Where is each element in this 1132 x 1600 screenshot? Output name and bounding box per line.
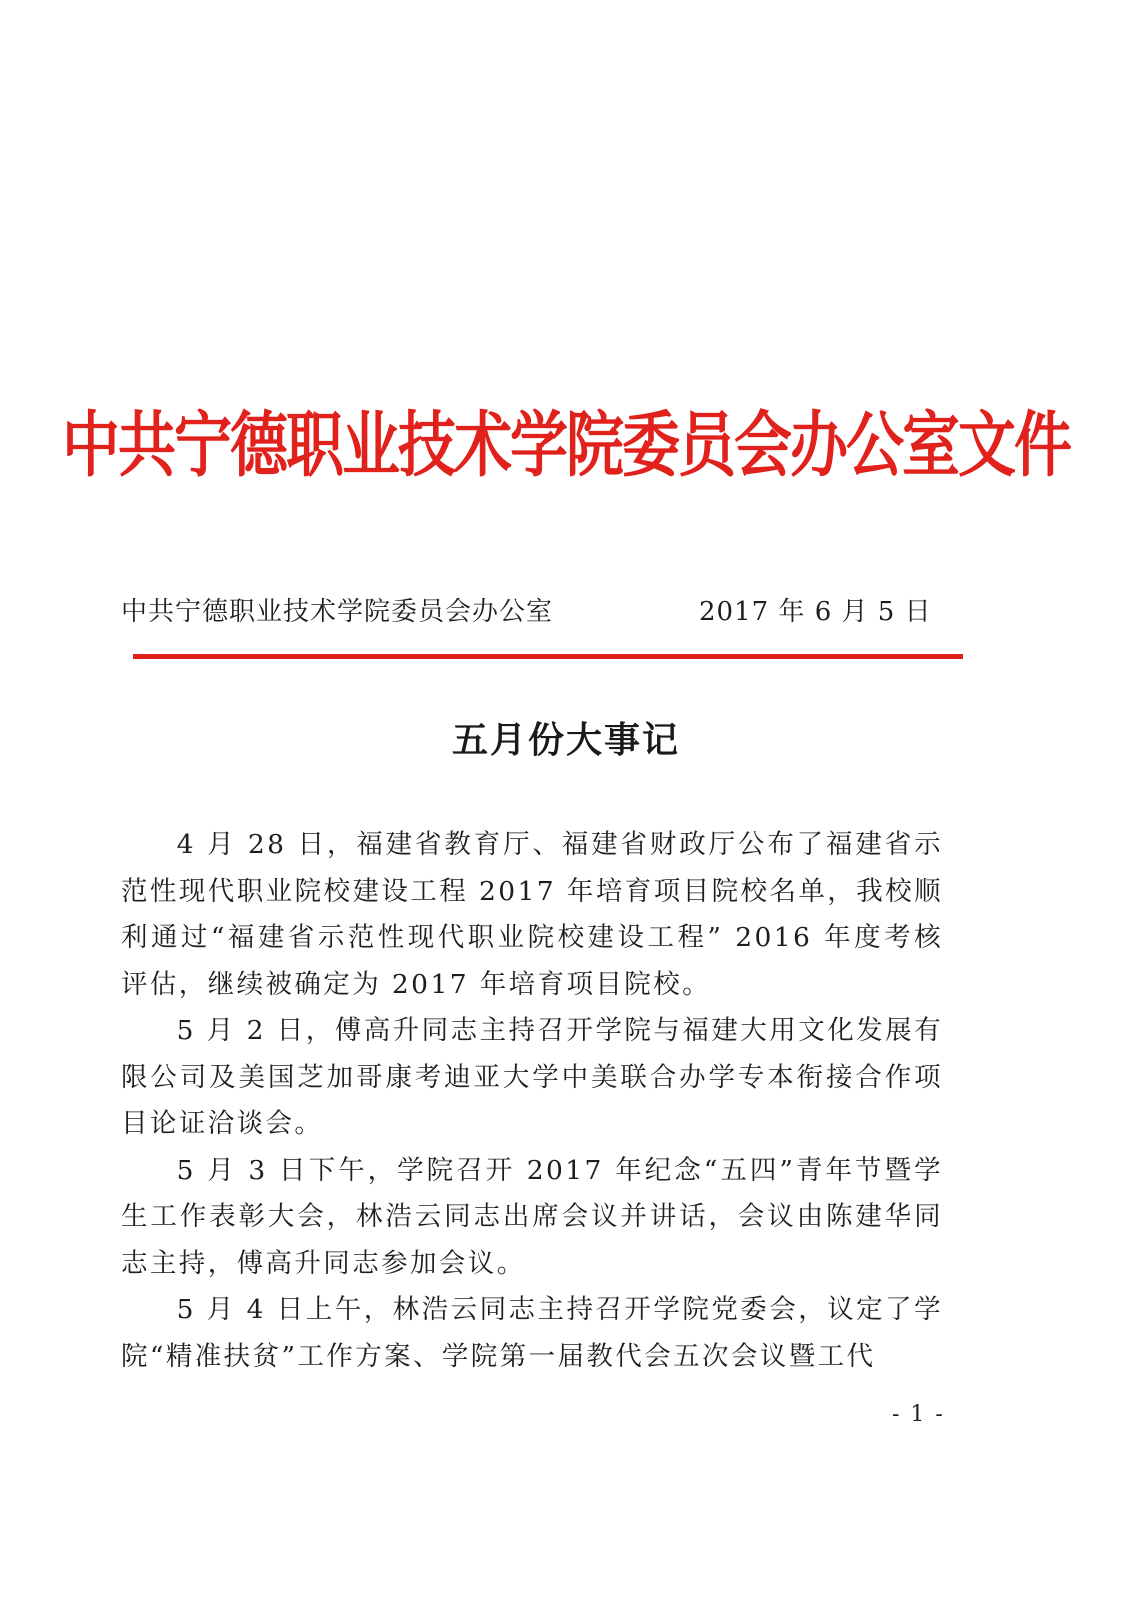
issuer-name: 中共宁德职业技术学院委员会办公室 xyxy=(121,597,554,627)
issuer-line xyxy=(121,592,941,632)
page-number: - 1 - xyxy=(892,1402,945,1427)
document-header-title: 中共宁德职业技术学院委员会办公室文件 xyxy=(61,403,1070,487)
document-title: 五月份大事记 xyxy=(451,719,680,761)
red-divider-rule xyxy=(133,654,963,659)
issue-date: 2017 年 6 月 5 日 xyxy=(699,597,932,627)
paragraph: 5 月 2 日，傅高升同志主持召开学院与福建大用文化发展有限公司及美国芝加哥康考迪亚大学中美联合办学专本衔接合作项目论证洽谈会。 xyxy=(121,1015,943,1139)
paragraph: 5 月 4 日上午，林浩云同志主持召开学院党委会，议定了学院“精准扶贫”工作方案、学院第一届教代会五次会议暨工代 xyxy=(121,1294,943,1372)
paragraph: 5 月 3 日下午，学院召开 2017 年纪念“五四”青年节暨学生工作表彰大会，林浩云同志出席会议并讲话，会议由陈建华同志主持，傅高升同志参加会议。 xyxy=(121,1154,943,1279)
paragraph: 4 月 28 日，福建省教育厅、福建省财政厅公布了福建省示范性现代职业院校建设工程 2017 年培育项目院校名单，我校顺利通过“福建省示范性现代职业院校建设工程” 2016 年度考核评估，继续被确定为 2017 年培育项目院校。 xyxy=(121,829,943,1000)
document-body xyxy=(121,822,943,1380)
